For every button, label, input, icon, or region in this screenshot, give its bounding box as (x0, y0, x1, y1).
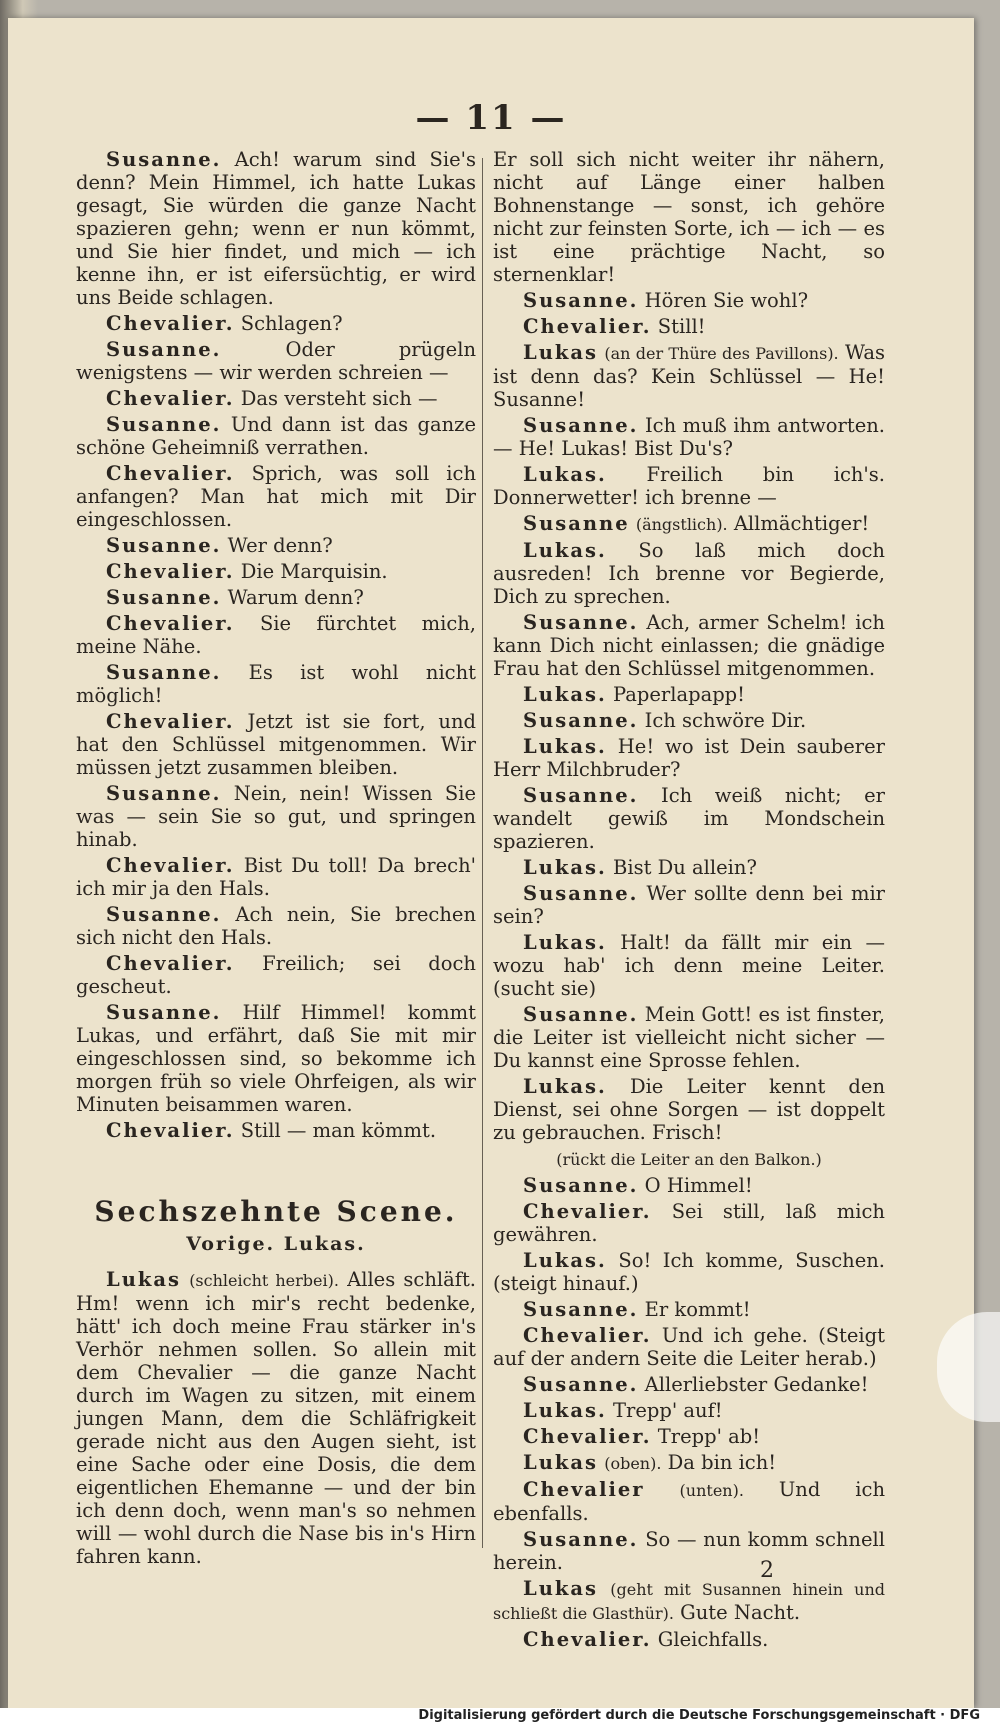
speaker-name: Susanne. (523, 1003, 639, 1026)
speech-text: Er kommt! (644, 1298, 751, 1321)
dialogue-line (493, 784, 885, 853)
speech-text: Ach, armer Schelm! ich kann Dich nicht einlassen; die gnädige Frau hat den Schlüssel mitgenommen. (493, 611, 885, 680)
dialogue-line (493, 1075, 885, 1144)
speaker-name: Chevalier. (523, 315, 652, 338)
speaker-name: Susanne. (523, 1298, 639, 1321)
dialogue-line (493, 1528, 885, 1574)
speech-text: Die Marquisin. (240, 560, 388, 583)
dialogue-line (76, 462, 476, 531)
speech-text: Schlagen? (240, 312, 343, 335)
dialogue-line (493, 1200, 885, 1246)
speaker-name: Chevalier. (106, 462, 235, 485)
dialogue-line (493, 414, 885, 460)
speech-text: Wer denn? (227, 534, 333, 557)
speech-text: Halt! da fällt mir ein — wozu hab' ich denn meine Leiter. (sucht sie) (493, 931, 885, 1000)
speech-text: Das versteht sich — (240, 387, 438, 410)
speaker-name: Susanne. (106, 586, 222, 609)
dialogue-line (76, 854, 476, 900)
dialogue-line (493, 1628, 885, 1651)
speaker-name: Chevalier (523, 1478, 645, 1501)
speech-text: Alles schläft. Hm! wenn ich mir's recht bedenke, hätt' ich doch meine Frau stärker in's Verhör nehmen sollen. So allein mit dem Chevalier — die ganze Nacht durch im Wagen zu sitzen, mit einem jungen Mann, dem die Schläfrigkeit gerade nicht aus den Augen sieht, ist eine Sache oder eine Dosis, die dem eigentlichen Ehemanne — und der bin ich denn doch, wenn man's so nehmen will — wohl durch die Nase bis in's Hirn fahren kann. (76, 1268, 476, 1568)
left-dialogue (76, 148, 476, 1142)
dialogue-line (493, 931, 885, 1000)
speech-text: Ich weiß nicht; er wandelt gewiß im Mondschein spazieren. (493, 784, 885, 853)
dialogue-line (493, 1577, 885, 1625)
speech-text: Was ist denn das? Kein Schlüssel — He! Susanne! (493, 341, 885, 411)
dialogue-line (76, 338, 476, 384)
speaker-name: Susanne. (523, 414, 639, 437)
speech-text: Ich schwöre Dir. (644, 709, 807, 732)
dialogue-line (493, 315, 885, 338)
speaker-name: Susanne. (523, 1528, 639, 1551)
speaker-name: Chevalier. (106, 387, 235, 410)
dialogue-line (493, 1478, 885, 1525)
dialogue-line (76, 560, 476, 583)
speaker-name: Chevalier. (523, 1200, 652, 1223)
speaker-name: Chevalier. (106, 854, 235, 877)
speech-text: Und dann ist das ganze schöne Geheimniß verrathen. (76, 413, 476, 459)
speech-text: Gleichfalls. (657, 1628, 769, 1651)
speech-text: So — nun komm schnell herein. (493, 1528, 886, 1574)
speaker-name: Lukas. (523, 1249, 607, 1272)
column-divider (482, 158, 483, 1548)
dialogue-line (76, 1119, 476, 1142)
dialogue-line (493, 1373, 885, 1396)
dialogue-line (76, 710, 476, 779)
dialogue-line (76, 661, 476, 707)
speech-text: Ach! warum sind Sie's denn? Mein Himmel, ich hatte Lukas gesagt, Sie würden die ganze Nacht spazieren gehn; wenn er nun kömmt, und Sie hier findet, und mich — ich kenne ihn, er ist eifersüchtig, er wird uns Beide schlagen. (76, 148, 476, 309)
speech-text: Trepp' auf! (613, 1399, 723, 1422)
dialogue-line (493, 1147, 885, 1171)
left-column (76, 148, 476, 1571)
dialogue-line (493, 1324, 885, 1370)
speaker-name: Susanne. (106, 782, 222, 805)
speech-text: Er soll sich nicht weiter ihr nähern, nicht auf Länge einer halben Bohnenstange — sonst, ich gehöre nicht zur feinsten Sorte, ich — ich — es ist eine prächtige Nacht, so sternenklar! (493, 148, 885, 286)
dialogue-line (493, 1174, 885, 1197)
dialogue-line (493, 1249, 885, 1295)
speaker-name: Lukas (523, 1451, 599, 1474)
dialogue-line (493, 1451, 885, 1475)
speaker-name: Chevalier. (106, 710, 235, 733)
speaker-name: Susanne. (523, 1373, 639, 1396)
speech-text: Ach nein, Sie brechen sich nicht den Hals. (76, 903, 477, 949)
dialogue-line (493, 1399, 885, 1422)
dialogue-line (76, 903, 476, 949)
speech-text: Sei still, laß mich gewähren. (493, 1200, 885, 1246)
dialogue-line (493, 709, 885, 732)
speaker-name: Chevalier. (106, 952, 235, 975)
speaker-name: Susanne. (106, 148, 222, 171)
speaker-name: Susanne. (106, 338, 222, 361)
right-column (493, 148, 885, 1654)
dialogue-line (76, 782, 476, 851)
dialogue-line (493, 1425, 885, 1448)
speaker-name: Lukas. (523, 1399, 607, 1422)
speech-text: Still! (657, 315, 706, 338)
speaker-name: Chevalier. (523, 1628, 652, 1651)
speaker-name: Lukas. (523, 463, 607, 486)
stage-direction: (ängstlich). (635, 515, 728, 534)
speech-text: Ich muß ihm antworten. — He! Lukas! Bist Du's? (493, 414, 885, 460)
speaker-name: Chevalier. (106, 312, 235, 335)
speech-text: Freilich bin ich's. Donnerwetter! ich brenne — (493, 463, 885, 509)
scene-persons: Vorige. Lukas. (186, 1233, 366, 1255)
speech-text: Die Leiter kennt den Dienst, sei ohne Sorgen — ist doppelt zu gebrauchen. Frisch! (493, 1075, 886, 1144)
speaker-name: Susanne. (106, 661, 222, 684)
dialogue-line (76, 148, 476, 309)
speech-text: O Himmel! (644, 1174, 753, 1197)
speech-text: Paperlapapp! (613, 683, 746, 706)
speaker-name: Susanne. (106, 1001, 222, 1024)
dialogue-line (493, 683, 885, 706)
speech-text: Und ich ebenfalls. (493, 1478, 886, 1525)
dialogue-line (493, 539, 885, 608)
speech-text: Trepp' ab! (657, 1425, 761, 1448)
speech-text: Bist Du allein? (613, 856, 757, 879)
speech-text: So! Ich komme, Suschen. (steigt hinauf.) (493, 1249, 885, 1295)
lukas-monologue (76, 1268, 476, 1568)
speaker-name: Lukas. (523, 1075, 607, 1098)
speech-text: Freilich; sei doch gescheut. (76, 952, 476, 998)
speaker-name: Lukas (523, 341, 599, 364)
speaker-name: Chevalier. (106, 612, 235, 635)
speech-text: Warum denn? (227, 586, 364, 609)
dialogue-line (493, 611, 885, 680)
speaker-name: Lukas. (523, 683, 607, 706)
speech-text: Mein Gott! es ist finster, die Leiter ist vielleicht nicht sicher — Du kannst eine Sprosse fehlen. (493, 1003, 885, 1072)
speech-text: Allmächtiger! (733, 512, 870, 535)
dialogue-line (493, 512, 885, 536)
dialogue-line (493, 148, 885, 286)
page-header: — 11 — (415, 98, 567, 138)
dialogue-line (493, 856, 885, 879)
speaker-name: Susanne. (523, 611, 639, 634)
speaker-name: Lukas (523, 1577, 599, 1600)
dialogue-line (76, 612, 476, 658)
stage-direction: (an der Thüre des Pavillons). (604, 344, 839, 363)
stage-direction: (geht mit Susannen hinein und schließt die Glasthür). (493, 1580, 885, 1623)
speaker-name: Susanne. (106, 903, 222, 926)
speaker-name: Susanne. (523, 289, 639, 312)
speech-text: Gute Nacht. (680, 1601, 801, 1624)
dialogue-line (76, 1001, 476, 1116)
speech-text: Nein, nein! Wissen Sie was — sein Sie so gut, und springen hinab. (76, 782, 476, 851)
footer-credit: Digitalisierung gefördert durch die Deutsche Forschungsgemeinschaft · DFG (418, 1708, 980, 1723)
speech-text: Allerliebster Gedanke! (644, 1373, 869, 1396)
speech-text: Und ich gehe. (Steigt auf der andern Seite die Leiter herab.) (493, 1324, 885, 1370)
speaker-name: Chevalier. (523, 1425, 652, 1448)
speaker-name: Lukas. (523, 856, 607, 879)
right-dialogue (493, 148, 885, 1651)
speech-text: Hilf Himmel! kommt Lukas, und erfährt, daß Sie mit mir eingeschlossen sind, so bekomme ich morgen früh so viele Ohrfeigen, als wir Minuten beisammen waren. (76, 1001, 476, 1116)
dialogue-line (76, 387, 476, 410)
speaker-name: Susanne. (523, 882, 639, 905)
speech-text: Still — man kömmt. (240, 1119, 437, 1142)
page-number: 2 (760, 1558, 774, 1583)
speaker-name: Chevalier. (106, 1119, 235, 1142)
speech-text: Da bin ich! (667, 1451, 777, 1474)
dialogue-line (493, 341, 885, 411)
speech-text: Sie fürchtet mich, meine Nähe. (76, 612, 477, 658)
speech-text: He! wo ist Dein sauberer Herr Milchbruder? (493, 735, 885, 781)
dialogue-line (76, 586, 476, 609)
dialogue-line (493, 1298, 885, 1321)
speaker-name: Susanne. (106, 534, 222, 557)
stage-direction: (rückt die Leiter an den Balkon.) (556, 1150, 822, 1169)
dialogue-line (76, 534, 476, 557)
dialogue-line (76, 952, 476, 998)
dialogue-line (493, 289, 885, 312)
speaker-name: Susanne. (523, 709, 639, 732)
speech-text: Jetzt ist sie fort, und hat den Schlüssel mitgenommen. Wir müssen jetzt zusammen bleiben. (76, 710, 477, 779)
speech-text: Oder prügeln wenigstens — wir werden schreien — (76, 338, 476, 384)
speaker-name: Lukas. (523, 735, 607, 758)
stage-direction: (unten). (679, 1481, 744, 1500)
dialogue-line (493, 882, 885, 928)
dialogue-line (76, 312, 476, 335)
dialogue-line (76, 413, 476, 459)
speaker-name: Susanne. (523, 784, 639, 807)
scene-title: Sechszehnte Scene. (94, 1195, 458, 1228)
speaker-name: Lukas (106, 1268, 182, 1291)
dialogue-line (493, 1003, 885, 1072)
speech-text: Hören Sie wohl? (644, 289, 809, 312)
book-page (8, 18, 974, 1708)
speech-text: Wer sollte denn bei mir sein? (493, 882, 885, 928)
speech-text: Bist Du toll! Da brech' ich mir ja den Hals. (76, 854, 477, 900)
speaker-name: Chevalier. (523, 1324, 652, 1347)
speaker-name: Susanne (523, 512, 630, 535)
stage-direction: (schleicht herbei). (189, 1271, 339, 1290)
speech-text: Sprich, was soll ich anfangen? Man hat mich mit Dir eingeschlossen. (76, 462, 477, 531)
speech-text: So laß mich doch ausreden! Ich brenne vor Begierde, Dich zu sprechen. (493, 539, 885, 608)
speaker-name: Lukas. (523, 931, 607, 954)
dialogue-line (493, 463, 885, 509)
stage-direction: (oben). (604, 1454, 662, 1473)
speaker-name: Chevalier. (106, 560, 235, 583)
speaker-name: Lukas. (523, 539, 607, 562)
speaker-name: Susanne. (523, 1174, 639, 1197)
dialogue-line (493, 735, 885, 781)
speech-text: Es ist wohl nicht möglich! (76, 661, 476, 707)
speaker-name: Susanne. (106, 413, 222, 436)
